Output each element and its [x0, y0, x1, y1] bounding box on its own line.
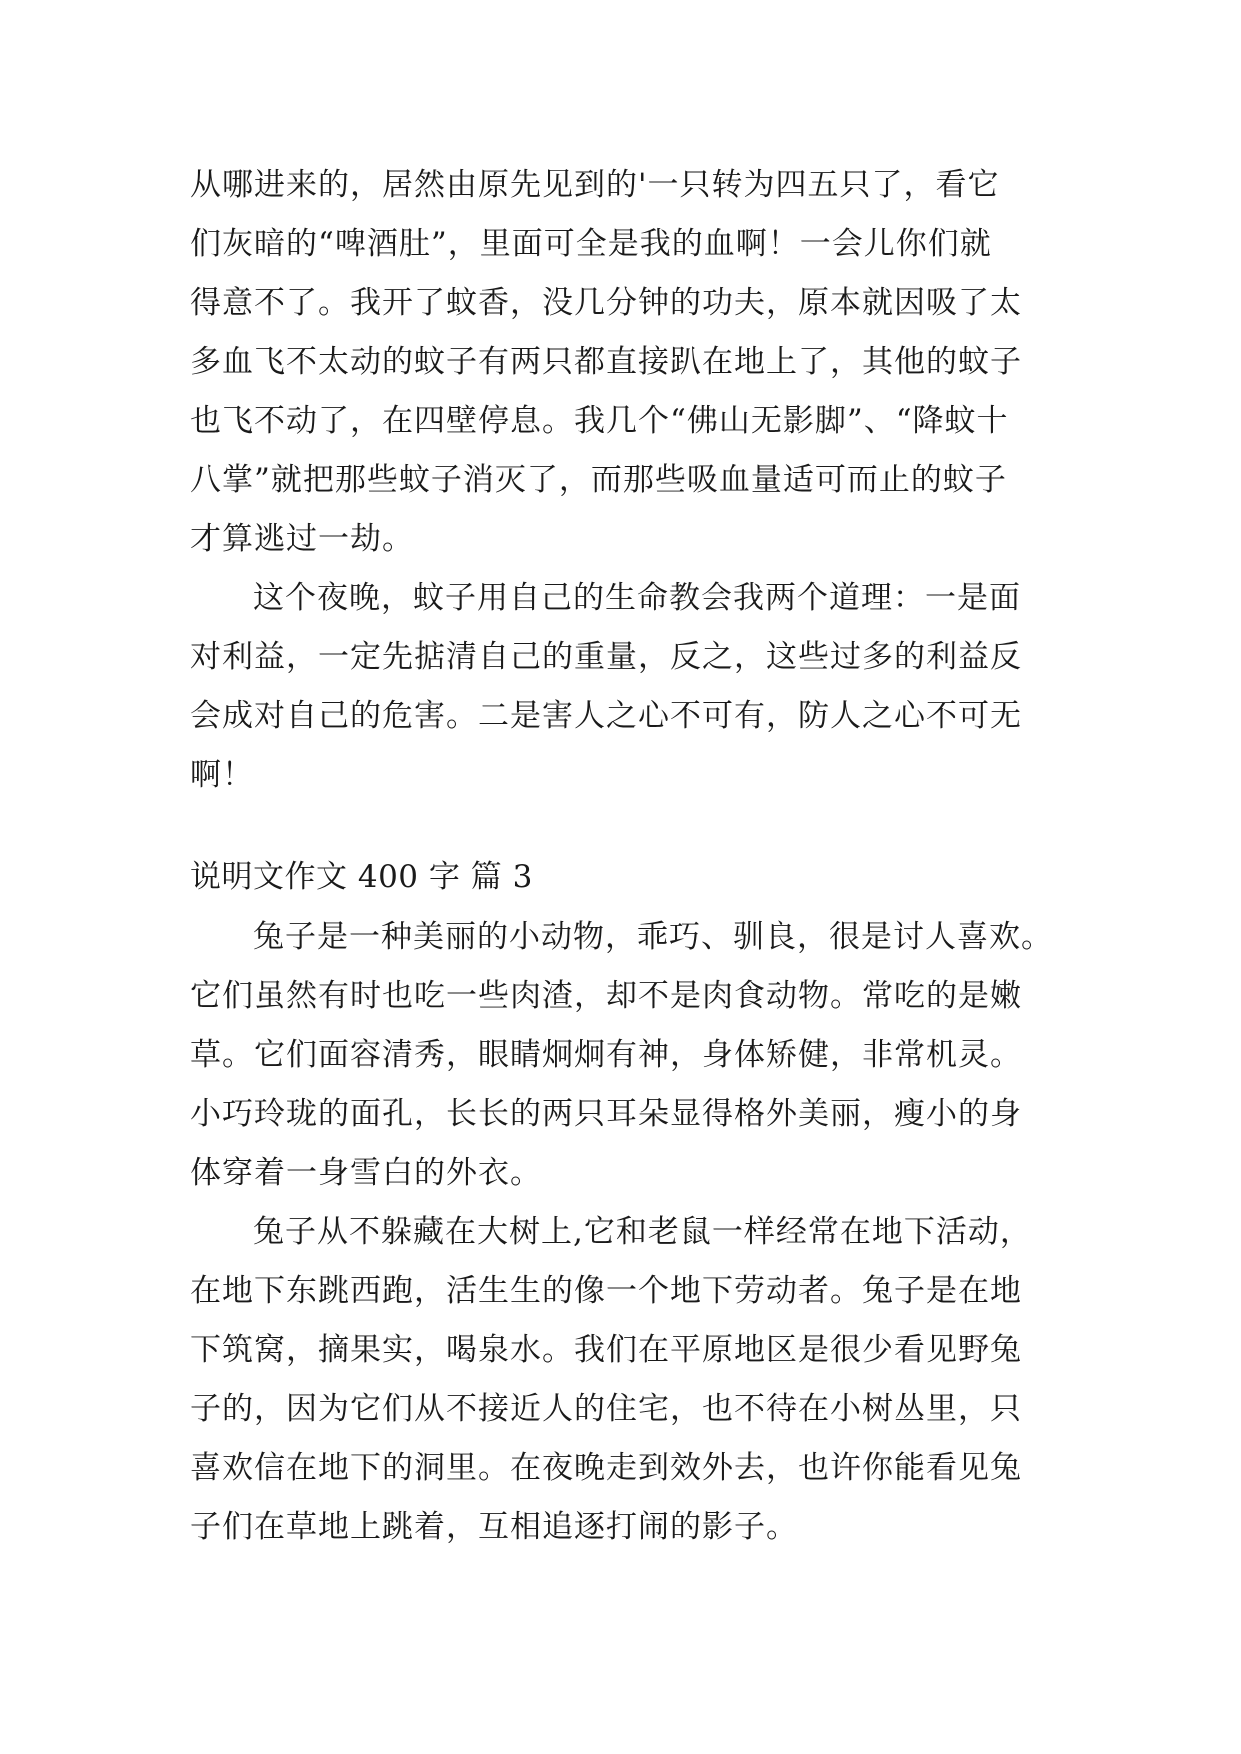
paragraph-4-line-6: 子们在草地上跳着，互相追逐打闹的影子。: [190, 1509, 798, 1545]
paragraph-1-line-7: 才算逃过一劫。: [190, 521, 414, 557]
paragraph-2-line-1: 这个夜晚，蚊子用自己的生命教会我两个道理：一是面: [253, 580, 1021, 616]
paragraph-2-line-3: 会成对自己的危害。二是害人之心不可有，防人之心不可无: [190, 698, 1022, 734]
paragraph-1-line-1: 从哪进来的，居然由原先见到的'一只转为四五只了，看它: [190, 167, 1000, 203]
paragraph-1-line-2: 们灰暗的“啤酒肚”，里面可全是我的血啊！一会儿你们就: [190, 226, 992, 262]
paragraph-4-line-3: 下筑窝，摘果实，喝泉水。我们在平原地区是很少看见野兔: [190, 1332, 1022, 1368]
paragraph-4-line-1: 兔子从不躲藏在大树上,它和老鼠一样经常在地下活动，: [253, 1214, 1032, 1250]
paragraph-1-line-4: 多血飞不太动的蚊子有两只都直接趴在地上了，其他的蚊子: [190, 344, 1022, 380]
paragraph-2-line-4: 啊！: [190, 757, 254, 793]
paragraph-3-line-1: 兔子是一种美丽的小动物，乖巧、驯良，很是讨人喜欢。: [253, 919, 1053, 955]
paragraph-2-line-2: 对利益，一定先掂清自己的重量，反之，这些过多的利益反: [190, 639, 1022, 675]
paragraph-4-line-5: 喜欢信在地下的洞里。在夜晚走到效外去，也许你能看见兔: [190, 1450, 1022, 1486]
paragraph-4-line-2: 在地下东跳西跑，活生生的像一个地下劳动者。兔子是在地: [190, 1273, 1022, 1309]
paragraph-3-line-4: 小巧玲珑的面孔，长长的两只耳朵显得格外美丽，瘦小的身: [190, 1096, 1022, 1132]
paragraph-1-line-5: 也飞不动了，在四壁停息。我几个“佛山无影脚”、“降蚊十: [190, 403, 1009, 439]
paragraph-3-line-2: 它们虽然有时也吃一些肉渣，却不是肉食动物。常吃的是嫩: [190, 978, 1022, 1014]
paragraph-1-line-3: 得意不了。我开了蚊香，没几分钟的功夫，原本就因吸了太: [190, 285, 1022, 321]
section-heading: 说明文作文 400 字 篇 3: [190, 859, 533, 895]
paragraph-1-line-6: 八掌”就把那些蚊子消灭了，而那些吸血量适可而止的蚊子: [190, 462, 1007, 498]
paragraph-3-line-3: 草。它们面容清秀，眼睛炯炯有神，身体矫健，非常机灵。: [190, 1037, 1022, 1073]
paragraph-4-line-4: 子的，因为它们从不接近人的住宅，也不待在小树丛里，只: [190, 1391, 1022, 1427]
paragraph-3-line-5: 体穿着一身雪白的外衣。: [190, 1155, 542, 1191]
